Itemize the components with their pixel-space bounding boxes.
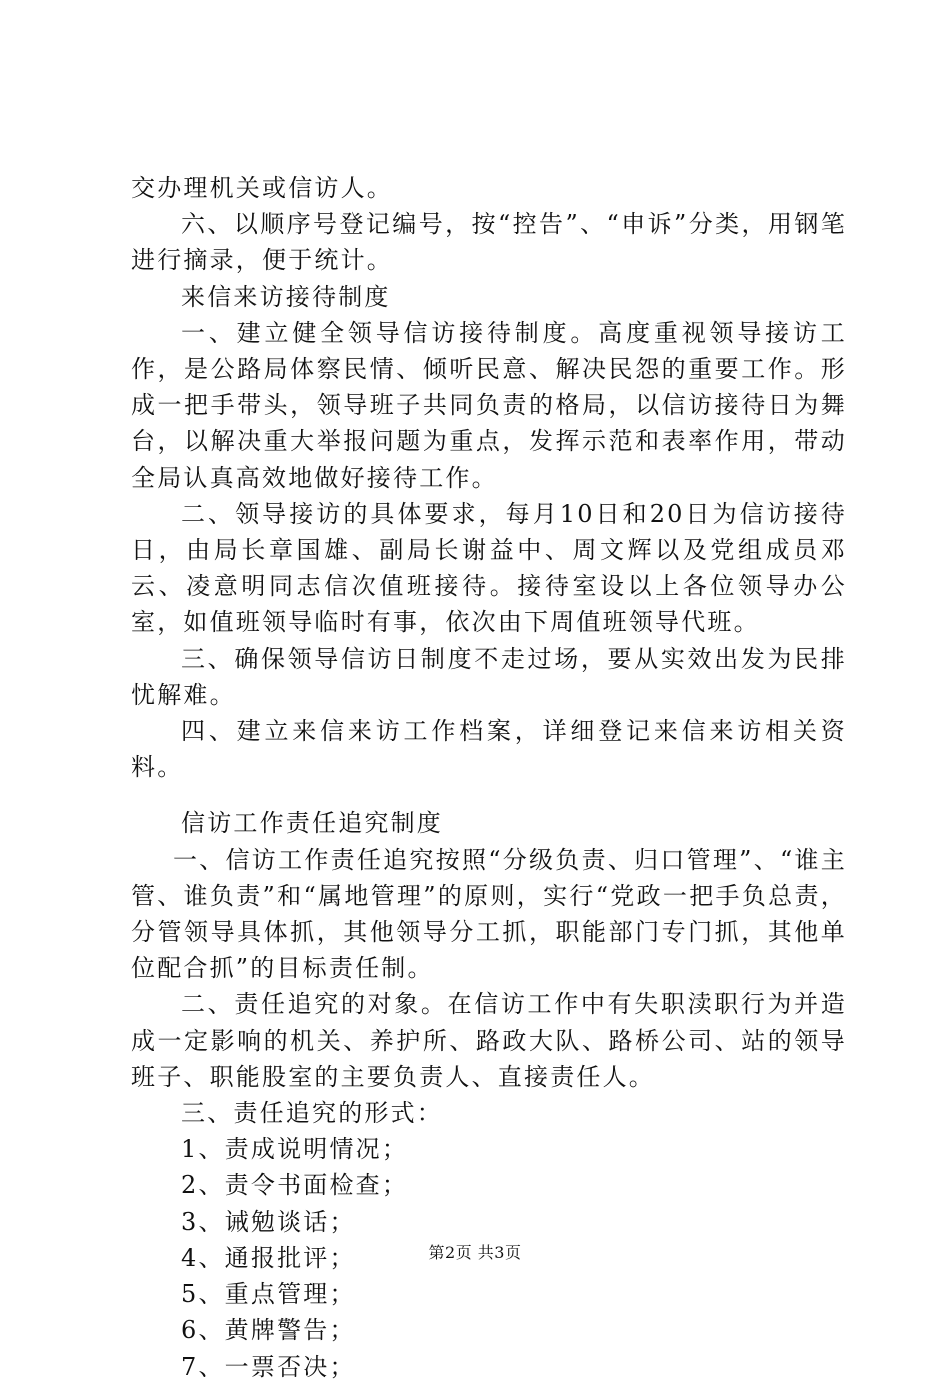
paragraph-gap: [131, 785, 847, 805]
list-item: 7、一票否决；: [181, 1352, 356, 1381]
section-heading-reception: 来信来访接待制度: [181, 282, 391, 311]
list-item: 6、黄牌警告；: [181, 1316, 356, 1345]
list-item: 2、责令书面检查；: [181, 1171, 409, 1200]
paragraph-reception-one: 一、建立健全领导信访接待制度。高度重视领导接访工作，是公路局体察民情、倾听民意、解决民怨的重要工作。形成一把手带头，领导班子共同负责的格局，以信访接待日为舞台，以解决重大举报问题为重点，发挥示范和表率作用，带动全局认真高效地做好接待工作。: [131, 318, 847, 492]
list-item: 5、重点管理；: [181, 1280, 356, 1309]
paragraph-item-six: 六、以顺序号登记编号，按“控告”、“申诉”分类，用钢笔进行摘录，便于统计。: [131, 210, 847, 275]
document-body: [131, 170, 847, 1385]
paragraph-reception-four: 四、建立来信来访工作档案，详细登记来信来访相关资料。: [131, 717, 847, 782]
page-number-footer: 第2页 共3页: [428, 1243, 522, 1262]
list-item: 4、通报批评；: [181, 1243, 356, 1272]
paragraph-continuation: 交办理机关或信访人。: [131, 174, 393, 202]
paragraph-accountability-three: 三、责任追究的形式：: [181, 1099, 443, 1128]
section-heading-accountability: 信访工作责任追究制度: [181, 809, 443, 838]
paragraph-accountability-two: 二、责任追究的对象。在信访工作中有失职渎职行为并造成一定影响的机关、养护所、路政大队、路桥公司、站的领导班子、职能股室的主要负责人、直接责任人。: [131, 990, 847, 1091]
paragraph-accountability-one: 一、信访工作责任追究按照“分级负责、归口管理”、“谁主管、谁负责”和“属地管理”的原则，实行“党政一把手负总责，分管领导具体抓，其他领导分工抓，职能部门专门抓，其他单位配合抓”的目标责任制。: [131, 845, 847, 983]
paragraph-reception-three: 三、确保领导信访日制度不走过场，要从实效出发为民排忧解难。: [131, 644, 847, 709]
list-item: 3、诫勉谈话；: [181, 1207, 356, 1236]
paragraph-reception-two: 二、领导接访的具体要求，每月10日和20日为信访接待日，由局长章国雄、副局长谢益中、周文辉以及党组成员邓云、凌意明同志信次值班接待。接待室设以上各位领导办公室，如值班领导临时有事，依次由下周值班领导代班。: [131, 499, 847, 637]
list-item: 1、责成说明情况；: [181, 1135, 409, 1164]
